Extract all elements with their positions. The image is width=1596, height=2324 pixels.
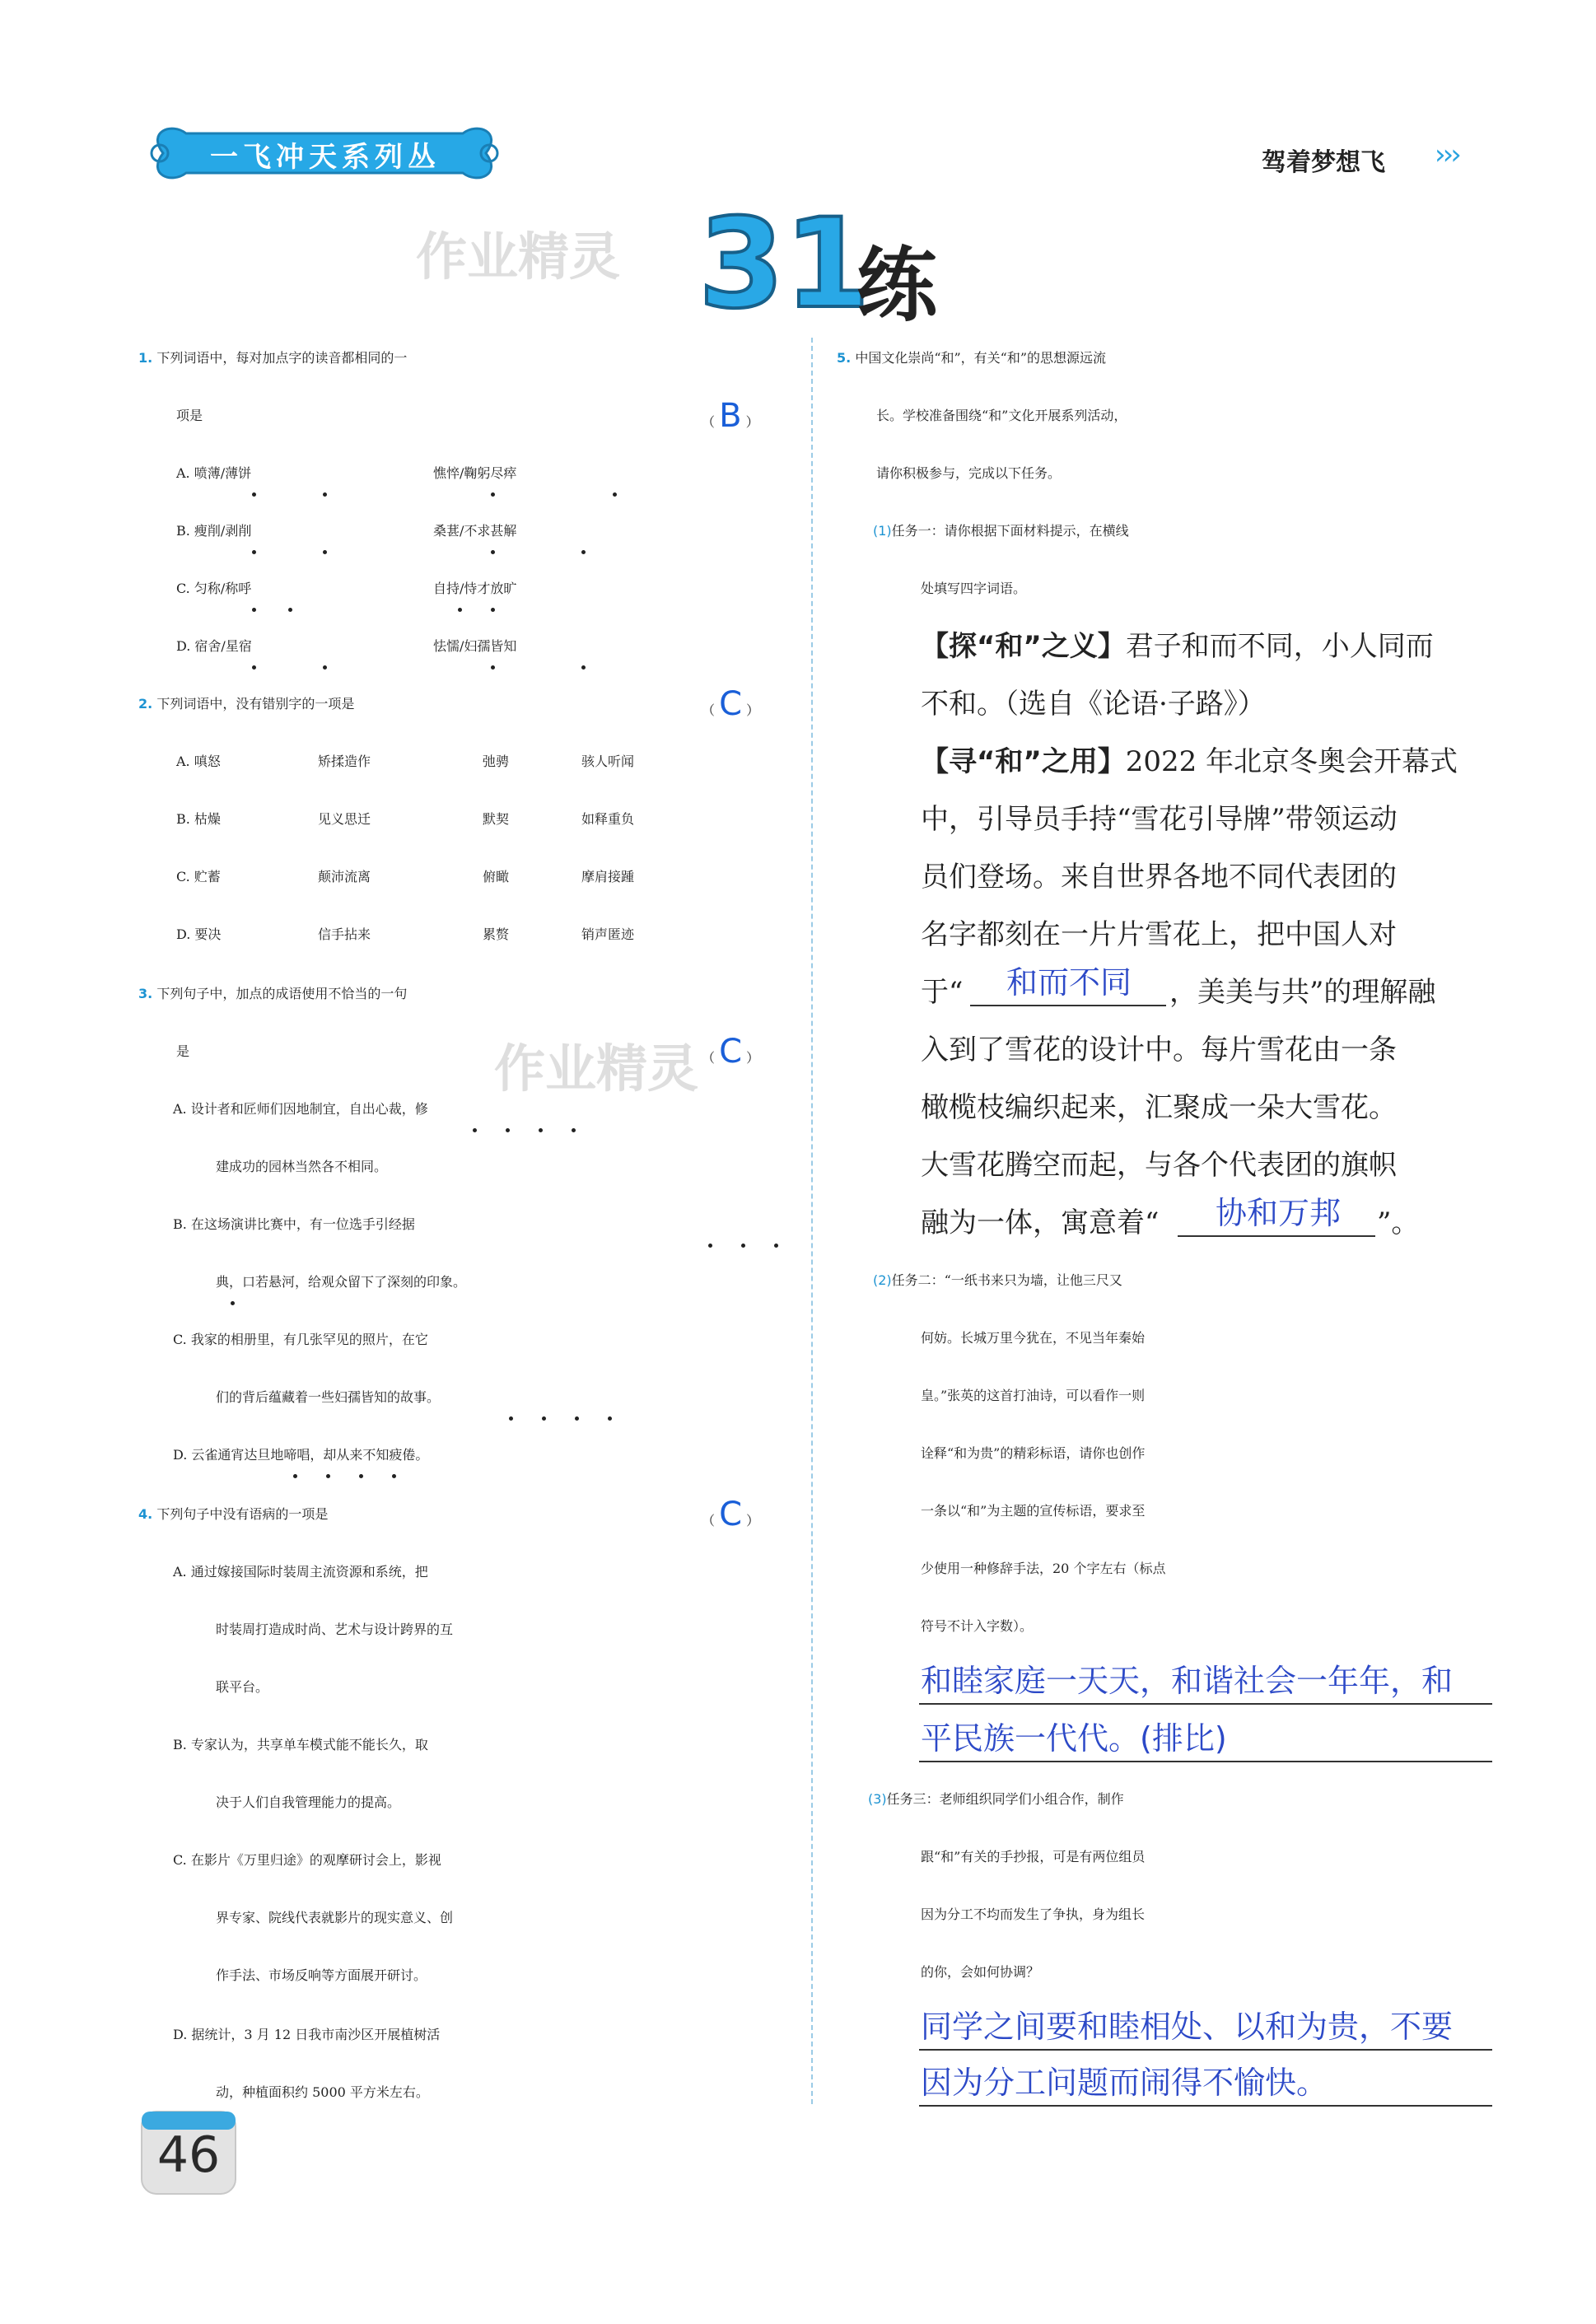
q3-option-d-line1: D. 云雀通宵达旦地啼唱，却从来不知疲倦。 — [173, 1447, 429, 1463]
q3-option-a-line1: A. 设计者和匠师们因地制宜，自出心裁，修 — [173, 1101, 428, 1117]
task2-line2: 何妨。长城万里今犹在，不见当年秦始 — [921, 1330, 1146, 1346]
q2-option-b-word2: 见义思迁 — [318, 811, 371, 827]
lesson-suffix: 练 — [856, 239, 938, 333]
q4-option-a-line2: 时装周打造成时尚、艺术与设计跨界的互 — [216, 1622, 454, 1637]
q2-option-a-word1: A. 嗔怒 — [176, 754, 221, 769]
task2-answer-rule1 — [919, 1703, 1492, 1705]
task3-line4: 的你，会如何协调？ — [921, 1964, 1040, 1980]
q3-option-a-line2: 建成功的园林当然各不相同。 — [216, 1159, 388, 1174]
q2-option-b-word4: 如释重负 — [581, 811, 635, 827]
task2-answer-line1[interactable]: 和睦家庭一天天，和谐社会一年年，和 — [921, 1663, 1454, 1699]
q2-option-c-word3: 俯瞰 — [483, 869, 510, 884]
q5-stem-line2: 长。学校准备围绕“和”文化开展系列活动， — [876, 408, 1127, 423]
blank2-underline — [1178, 1235, 1375, 1237]
q1-option-a-right: 憔悴/鞠躬尽瘁 — [433, 465, 517, 481]
material2-line6: 入到了雪花的设计中。每片雪花由一条 — [921, 1034, 1397, 1066]
task2-line5: 一条以“和”为主题的宣传标语，要求至 — [921, 1503, 1146, 1519]
q2-option-c-word2: 颠沛流离 — [318, 869, 371, 884]
q5-stem-line1: 5. 中国文化崇尚“和”，有关“和”的思想源远流 — [837, 350, 1107, 366]
blank1-answer[interactable]: 和而不同 — [1006, 964, 1132, 1001]
column-divider — [811, 338, 813, 2104]
material2-line2: 中，引导员手持“雪花引导牌”带领运动 — [921, 803, 1398, 836]
q4-answer: C — [719, 1496, 743, 1533]
q1-option-c-left: C. 匀称/称呼 — [176, 581, 252, 596]
material2-line8: 大雪花腾空而起，与各个代表团的旗帜 — [921, 1149, 1397, 1182]
material2-line3: 员们登场。来自世界各地不同代表团的 — [921, 861, 1397, 894]
q5-stem-line3: 请你积极参与，完成以下任务。 — [876, 465, 1062, 481]
q4-option-b-line2: 决于人们自我管理能力的提高。 — [216, 1794, 401, 1810]
q2-option-a-word3: 弛骋 — [483, 754, 510, 769]
blank2-answer[interactable]: 协和万邦 — [1216, 1195, 1342, 1231]
q2-answer: C — [719, 685, 743, 723]
q1-option-d-right: 怯懦/妇孺皆知 — [433, 638, 517, 654]
material1-line2: 不和。（选自《论语·子路》） — [921, 688, 1266, 721]
q3-option-b-line1: B. 在这场演讲比赛中，有一位选手引经据 — [173, 1216, 415, 1232]
task3-answer-rule1 — [919, 2049, 1492, 2051]
q1-option-a-left: A. 喷薄/薄饼 — [176, 465, 252, 481]
q2-option-d-word3: 累赘 — [483, 926, 510, 942]
q1-option-c-right: 自持/恃才放旷 — [433, 581, 517, 596]
task3-answer-rule2 — [919, 2105, 1492, 2107]
material2-line7: 橄榄枝编织起来，汇聚成一朵大雪花。 — [921, 1091, 1397, 1124]
q3-option-c-line1: C. 我家的相册里，有几张罕见的照片，在它 — [173, 1332, 428, 1347]
q2-option-c-word4: 摩肩接踵 — [581, 869, 635, 884]
series-title: 一飞冲天系列丛书 — [210, 141, 441, 214]
q3-answer: C — [719, 1033, 743, 1071]
q4-option-b-line1: B. 专家认为，共享单车模式能不能长久，取 — [173, 1737, 428, 1752]
q2-option-c-word1: C. 贮蓄 — [176, 869, 221, 884]
material2-blank2-post: ”。 — [1377, 1206, 1420, 1239]
q4-option-a-line3: 联平台。 — [216, 1679, 269, 1695]
q3-stem-line1: 3. 下列句子中，加点的成语使用不恰当的一句 — [138, 986, 408, 1001]
slogan-text: 驾着梦想飞 — [1262, 148, 1385, 177]
task2-line3: 皇。”张英的这首打油诗，可以看作一则 — [921, 1388, 1146, 1403]
task1-line1: (1)任务一：请你根据下面材料提示，在横线 — [873, 523, 1129, 539]
q1-option-d-left: D. 宿舍/星宿 — [176, 638, 252, 654]
q1-answer: B — [719, 397, 742, 435]
task2-answer-line2[interactable]: 平民族一代代。(排比) — [921, 1720, 1227, 1757]
q2-option-d-word1: D. 要决 — [176, 926, 222, 942]
lesson-number: 31 — [698, 193, 870, 336]
q3-option-c-line2: 们的背后蕴藏着一些妇孺皆知的故事。 — [216, 1389, 441, 1405]
q2-answer-slot: （ C ） — [702, 685, 760, 723]
chevrons-icon: ››› — [1435, 138, 1458, 171]
blank1-underline — [970, 1005, 1166, 1006]
q4-answer-slot: （ C ） — [702, 1496, 760, 1533]
task3-line1: (3)任务三：老师组织同学们小组合作，制作 — [868, 1791, 1124, 1807]
q1-option-b-left: B. 瘦削/剥削 — [176, 523, 252, 539]
task3-answer-line1[interactable]: 同学之间要和睦相处、以和为贵，不要 — [921, 2009, 1454, 2045]
q1-stem-line1: 1. 下列词语中，每对加点字的读音都相同的一 — [138, 350, 408, 366]
q2-option-d-word2: 信手拈来 — [318, 926, 371, 942]
q2-option-a-word2: 矫揉造作 — [318, 754, 371, 769]
lesson-number-graphic — [693, 193, 870, 336]
watermark-top: 作业精灵 — [416, 226, 621, 287]
task2-line1: (2)任务二：“一纸书来只为墙，让他三尺又 — [873, 1272, 1122, 1288]
material2-line4: 名字都刻在一片片雪花上，把中国人对 — [921, 918, 1397, 951]
material1-line1: 【探“和”之义】君子和而不同，小人同而 — [921, 630, 1434, 663]
q3-answer-slot: （ C ） — [702, 1033, 760, 1071]
task2-line6: 少使用一种修辞手法，20 个字左右（标点 — [921, 1561, 1166, 1576]
task1-line2: 处填写四字词语。 — [921, 581, 1027, 596]
q4-stem: 4. 下列句子中没有语病的一项是 — [138, 1506, 329, 1522]
q3-stem-line2: 是 — [176, 1043, 190, 1059]
q4-option-c-line2: 界专家、院线代表就影片的现实意义、创 — [216, 1910, 454, 1925]
q2-option-d-word4: 销声匿迹 — [581, 926, 635, 942]
q4-option-c-line3: 作手法、市场反响等方面展开研讨。 — [216, 1967, 427, 1983]
page-number: 46 — [156, 2126, 221, 2184]
task3-line2: 跟“和”有关的手抄报，可是有两位组员 — [921, 1849, 1146, 1864]
task2-line4: 诠释“和为贵”的精彩标语，请你也创作 — [921, 1445, 1146, 1461]
q2-option-a-word4: 骇人听闻 — [581, 754, 635, 769]
task2-line7: 符号不计入字数）。 — [921, 1618, 1034, 1634]
q2-stem: 2. 下列词语中，没有错别字的一项是 — [138, 696, 355, 712]
material2-blank1-post: ，美美与共”的理解融 — [1169, 976, 1436, 1009]
q1-answer-slot: （ B ） — [702, 397, 759, 435]
q4-option-d-line2: 动，种植面积约 5000 平方米左右。 — [216, 2084, 429, 2100]
q3-option-b-line2: 典，口若悬河，给观众留下了深刻的印象。 — [216, 1274, 467, 1290]
task3-line3: 因为分工不均而发生了争执，身为组长 — [921, 1906, 1146, 1922]
q4-option-c-line1: C. 在影片《万里归途》的观摩研讨会上，影视 — [173, 1852, 441, 1868]
q4-option-a-line1: A. 通过嫁接国际时装周主流资源和系统，把 — [173, 1564, 428, 1580]
task3-answer-line2[interactable]: 因为分工问题而闹得不愉快。 — [921, 2065, 1328, 2101]
q1-stem-line2: 项是 — [176, 408, 203, 423]
watermark-middle: 作业精灵 — [494, 1038, 699, 1099]
material2-blank1-pre: 于“ — [921, 976, 964, 1009]
q4-option-d-line1: D. 据统计，3 月 12 日我市南沙区开展植树活 — [173, 2027, 441, 2042]
q2-option-b-word3: 默契 — [483, 811, 510, 827]
q1-option-b-right: 桑葚/不求甚解 — [433, 523, 517, 539]
material2-line1: 【寻“和”之用】2022 年北京冬奥会开幕式 — [921, 745, 1458, 778]
material2-blank2-pre: 融为一体，寓意着“ — [921, 1206, 1160, 1239]
q2-option-b-word1: B. 枯燥 — [176, 811, 221, 827]
task2-answer-rule2 — [919, 1761, 1492, 1762]
